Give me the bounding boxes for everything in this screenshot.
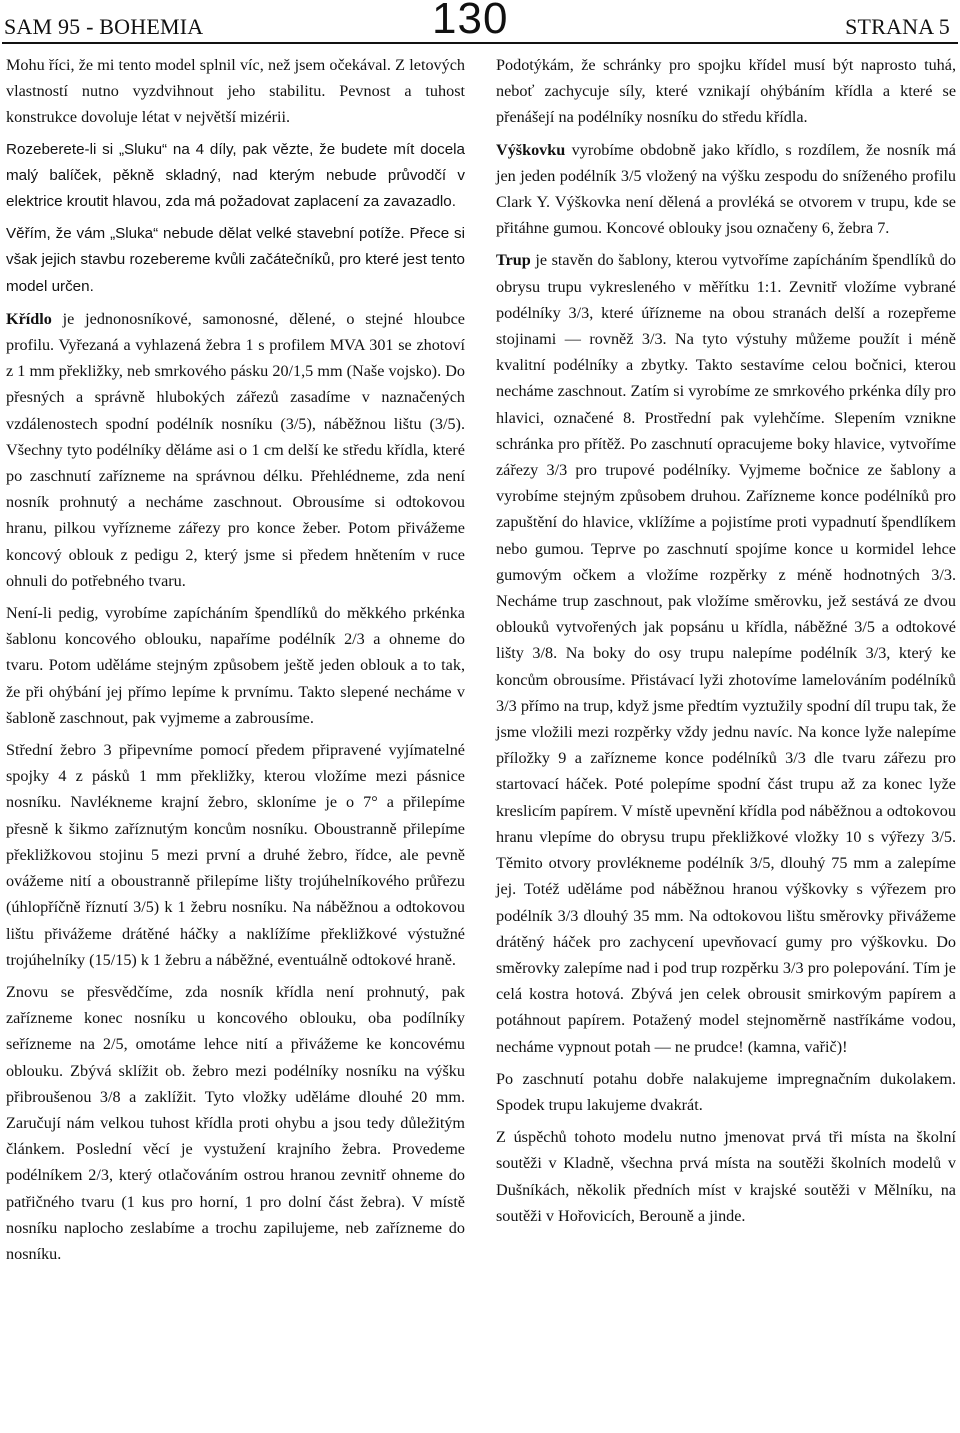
page-number: 130 [432,0,509,43]
header-rule [2,42,958,44]
paragraph: Mohu říci, že mi tento model splnil víc, než jsem očekával. Z letových vlastností nutno vyzdvihnout jeho stabilitu. Pevnost a tuhost konstrukce dovoluje létat v největší mizérii. [6,56,465,127]
paragraph: Střední žebro 3 připevníme pomocí předem připravené vyjímatelné spojky 4 z pásků 1 mm překližky, kterou vložíme mezi pásnice nosníku. Navlékneme krajní žebro, skloníme je o 7° a přilepíme přesně k šikmo zaříznutým koncům nosníku. Oboustranně přilepíme překližkovou stojinu 5 mezi první a druhé žebro, řídce, ale pevně ovážeme nití a oboustranně přilepíme lišty trojúhelníkového průřezu (úhlopříčně říznutí 3/5) k 1 žebru nosníku. Na náběžnou a odtokovou lištu přivážeme drátěné háčky a naklížíme překližkové výstužné trojúhelníky (15/15) k 1 žebru a náběžné, eventuálně odtokové hraně. [6,741,465,969]
section-lead: Trup [496,251,531,270]
right-column [496,52,956,1229]
paragraph: Věřím, že vám „Sluka“ nebude dělat velké stavební potíže. Přece si však jejich stavbu rozebereme kvůli začátečníků, pro které jest tento model určen. [6,225,465,295]
paragraph: Po zaschnutí potahu dobře nalakujeme impregnačním dukolakem. Spodek trupu lakujeme dvakrát. [496,1069,956,1114]
header-title: SAM 95 - BOHEMIA [4,14,204,39]
left-column [6,52,465,1267]
paragraph: Znovu se přesvědčíme, zda nosník křídla není prohnutý, pak zařízneme konec nosníku u koncového oblouku, oba podílníky seřízneme na 2/5, omotáme lehce nití a přivážeme ke koncovému oblouku. Zbývá sklížit ob. žebro mezi podélníky nosníku na výšku přibroušenou 3/8 a zaklížit. Tyto vložky uděláme dlouhé 20 mm. Zaručují nám velkou tuhost křídla proti ohybu a jsou tedy důležitým článkem. Poslední věcí je vystužení krajního žebra. Provedeme podélníkem 2/3, který otlačováním ostrou hranou zevnitř ohneme do patřičného tvaru (1 kus pro horní, 1 pro dolní část žebra). V místě nosníku naplocho zeslabíme a trochu zapilujeme, neb zařízneme do nosníku. [6,982,465,1263]
paragraph: Z úspěchů tohoto modelu nutno jmenovat prvá tři místa na školní soutěži v Kladně, všechna prvá místa na soutěži školních modelů v Dušníkách, několik předních míst v krajské soutěži v Mělníku, na soutěži v Hořovicích, Berouně a jinde. [496,1128,956,1225]
section-lead: Křídlo [6,309,52,328]
section-lead: Výškovku [496,140,566,159]
paragraph: Výškovku vyrobíme obdobně jako křídlo, s rozdílem, že nosník má jen jeden podélník 3/5 vložený na výšku zespodu do sníženého profilu Clark Y. Výškovka není dělená a provléká se otvorem v trupu, kde se přitáhne gumou. Koncové oblouky jsou označeny 6, žebra 7. [496,140,956,238]
paragraph: Křídlo je jednonosníkové, samonosné, dělené, o stejné hloubce profilu. Vyřezaná a vyhlazená žebra 1 s profilem MVA 301 se zhotoví z 1 mm překližky, neb smrkového pásku 20/1,5 mm (Naše vojsko). Do přesných a správně hlubokých zářezů zasadíme v naznačených vzdálenostech spodní podélník nosníku (3/5), náběžnou lištu (3/5). Všechny tyto podélníky děláme asi o 1 cm delší ke středu křídla, které po zaschnutí zařízneme na správnou délku. Přehlédneme, zda není nosník prohnutý a necháme zaschnout. Obrousíme si odtokovou hranu, pilkou vyřízneme zářezy pro konce žeber. Potom přivážeme koncový oblouk z pedigu 2, který jsme si předem hnětením v ruce ohnuli do potřebného tvaru. [6,309,465,590]
paragraph: Trup je stavěn do šablony, kterou vytvoříme zapícháním špendlíků do obrysu trupu vykresleného v měřítku 1:1. Zevnitř vložíme vybrané podélníky 3/3, které úřízneme na obou stranách delší a rozepřeme stojinami — rovněž 3/3. Na tyto výstuhy můžeme použít i méně kvalitní podélníky a zbytky. Takto sestavíme celou bočnici, kterou necháme zaschnout. Zatím si vyrobíme ze smrkového prkénka díly pro hlavici, označené 8. Prostřední pak vylehčíme. Slepením vznikne schránka pro přítěž. Po zaschnutí opracujeme boky hlavice, vytvoříme zářezy 3/3 pro trupové podélníky. Vyjmeme bočnice ze šablony a vyrobíme stejným způsobem druhou. Zařízneme konce podélníků pro zapuštění do hlavice, vklížíme a pojistíme proti vypadnutí špendlíkem nebo gumou. Teprve po zaschnutí spojíme konce u kormidel lehce gumovým očkem a vložíme rozpěrky z méně hodnotných 3/3. Necháme trup zaschnout, pak vložíme směrovku, jež sestává ze dvou oblouků vytvořených jak popsánu u křídla, náběžné 3/5 a odtokové lišty 3/8. Na boky do osy trupu nalepíme podélník 3/3, který ke koncům obrousíme. Přistávací lyži zhotovíme lamelováním podélníků 3/3 přímo na trup, když jsme předtím vyztužily spodní díl trupu tak, že jsme vložili mezi rozpěrky vždy jednu navíc. Na konce lyže nalepíme příložky 9 a zařízneme konce podélníků 3/3 dle tvaru zářezu pro startovací háček. Poté polepíme spodní část trupu až za konec lyže kreslicím papírem. V místě upevnění křídla pod náběžnou a odtokovou hranu vlepíme do obrysu trupu překližkové vložky 10 s výřezy 3/5. Těmito otvory provlékneme podélník 3/5, dlouhý 75 mm a zalepíme jej. Totéž uděláme pod náběžnou hranou výškovky s výřezem pro podélník 3/3 dlouhý 35 mm. Na odtokovou lištu směrovky přivážeme drátěný háček pro zachycení upevňovací gumy pro výškovku. Do směrovky zalepíme nad i pod trup rozpěrku 3/3 pro polepování. Tím je celá kostra hotová. Zbývá jen celek obrousit smirkovým papírem a potáhnout papírem. Potažený model stejnoměrně nastříkáme vodou, necháme vypnout potah — ne prudce! (kamna, vařič)! [496,251,956,1056]
header-page-label: STRANA 5 [845,14,950,39]
paragraph: Není-li pedig, vyrobíme zapícháním špendlíků do měkkého prkénka šablonu koncového oblouku, napaříme podélník 2/3 a ohneme do tvaru. Potom uděláme stejným způsobem ještě jeden oblouk a to tak, že při ohýbání jej přímo lepíme k prvnímu. Takto slepené necháme v šabloně zaschnout, pak vyjmeme a zabrousíme. [6,604,465,727]
page-header [0,0,960,44]
paragraph: Rozeberete-li si „Sluku“ na 4 díly, pak vězte, že budete mít docela malý balíček, pěkně skladný, nad kterým nebude průvodčí v elektrice kroutit hlavou, zda má požadovat zaplacení za zavazadlo. [6,140,465,211]
paragraph: Podotýkám, že schránky pro spojku křídel musí být naprosto tuhá, neboť zachycuje síly, které vznikají ohýbáním křídla a které se přenášejí na podélníky nosníku do středu křídla. [496,56,956,127]
